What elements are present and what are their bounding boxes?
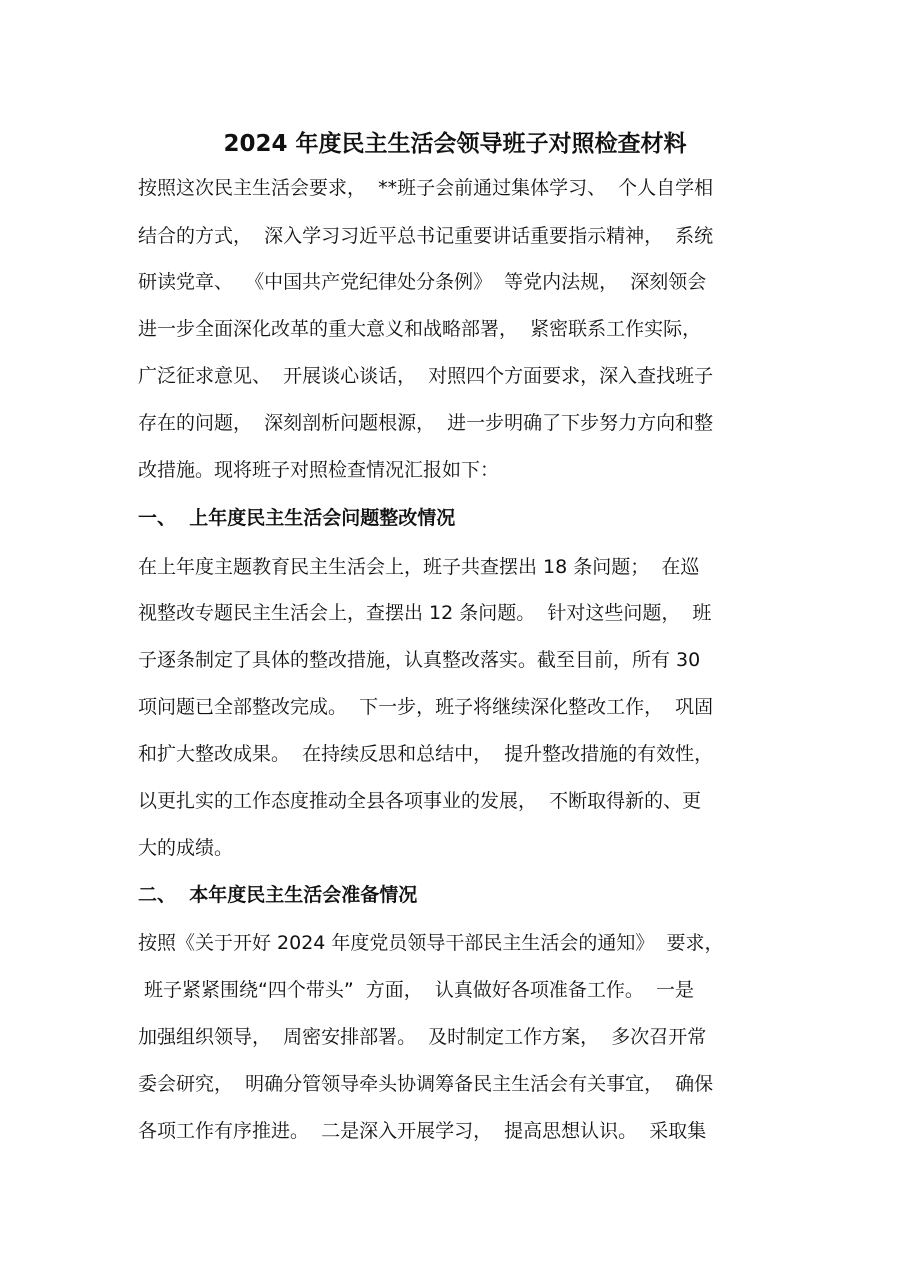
section1-heading: 一、 上年度民主生活会问题整改情况 — [138, 507, 456, 529]
section2-line-2: 班子紧紧围绕“四个带头” 方面， 认真做好各项准备工作。 一是 — [138, 979, 694, 1001]
section1-line-6: 以更扎实的工作态度推动全县各项事业的发展， 不断取得新的、更 — [138, 790, 702, 812]
intro-line-4: 进一步全面深化改革的重大意义和战略部署， 紧密联系工作实际， — [138, 318, 702, 340]
section1-line-5: 和扩大整改成果。 在持续反思和总结中， 提升整改措施的有效性， — [138, 743, 714, 765]
section2-line-5: 各项工作有序推进。 二是深入开展学习， 提高思想认识。 采取集 — [138, 1120, 707, 1142]
document-title: 2024 年度民主生活会领导班子对照检查材料 — [223, 131, 687, 157]
intro-line-1: 按照这次民主生活会要求， **班子会前通过集体学习、 个人自学相 — [138, 177, 714, 199]
intro-line-3: 研读党章、 《中国共产党纪律处分条例》 等党内法规， 深刻领会 — [138, 271, 707, 293]
intro-line-6: 存在的问题， 深刻剖析问题根源， 进一步明确了下步努力方向和整 — [138, 412, 714, 434]
section2-line-3: 加强组织领导， 周密安排部署。 及时制定工作方案， 多次召开常 — [138, 1026, 707, 1048]
intro-line-7: 改措施。现将班子对照检查情况汇报如下： — [138, 459, 500, 481]
section2-heading: 二、 本年度民主生活会准备情况 — [138, 884, 418, 906]
section1-line-4: 项问题已全部整改完成。 下一步，班子将继续深化整改工作， 巩固 — [138, 696, 714, 718]
section1-line-2: 视整改专题民主生活会上，查摆出 12 条问题。 针对这些问题， 班 — [138, 602, 712, 624]
section1-line-7: 大的成绩。 — [138, 837, 234, 859]
section2-line-1: 按照《关于开好 2024 年度党员领导干部民主生活会的通知》 要求， — [138, 932, 724, 954]
section2-line-4: 委会研究， 明确分管领导牵头协调筹备民主生活会有关事宜， 确保 — [138, 1073, 714, 1095]
intro-line-2: 结合的方式， 深入学习习近平总书记重要讲话重要指示精神， 系统 — [138, 225, 714, 247]
section1-line-3: 子逐条制定了具体的整改措施，认真整改落实。截至目前，所有 30 — [138, 649, 701, 671]
intro-line-5: 广泛征求意见、 开展谈心谈话， 对照四个方面要求，深入查找班子 — [138, 365, 714, 387]
section1-line-1: 在上年度主题教育民主生活会上，班子共查摆出 18 条问题； 在巡 — [138, 556, 700, 578]
